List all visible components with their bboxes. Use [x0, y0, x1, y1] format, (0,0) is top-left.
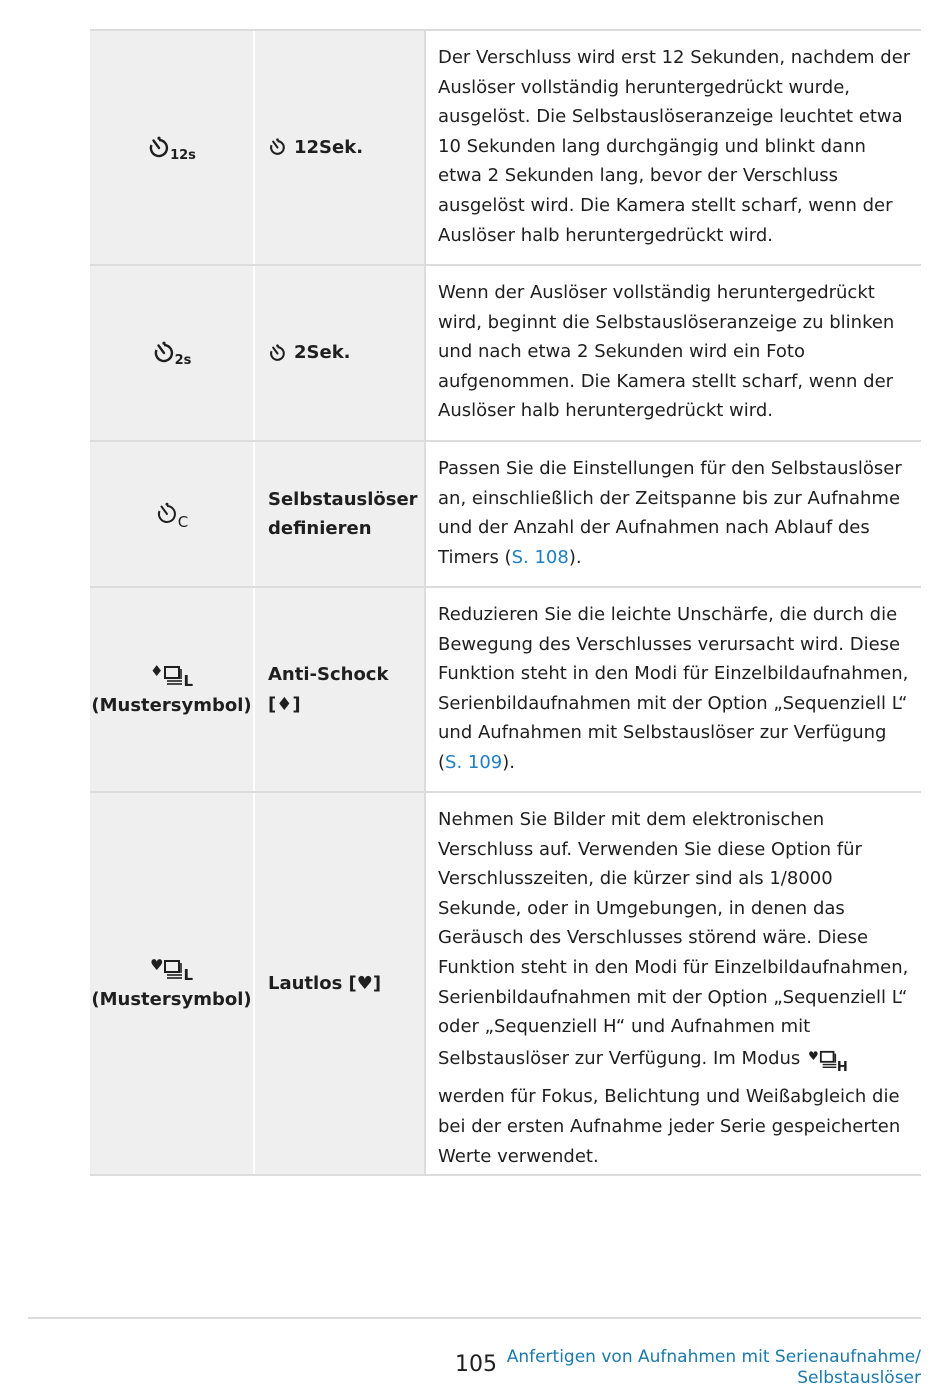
sample-symbol-label: (Mustersymbol): [91, 989, 252, 1010]
self-timer-custom-icon: C: [155, 502, 188, 526]
mode-description: Nehmen Sie Bilder mit dem elektronischen Verschluss auf. Verwenden Sie diese Option für Verschlusszeiten, die kürzer sind als 1/8000 Sekunde, oder in Umgebungen, in denen das Geräusch des Verschlusses störend wäre. Diese Funktion steht in den Modi für Einzelbildaufnahmen, Serienbildaufnahmen mit der Option „Sequenziell L“ oder „Sequenziell H“ und Aufnahmen mit Selbstauslöser zur Verfügung. Im Modus ♥H werden für Fokus, Belichtung und Weißabgleich die bei der ersten Aufnahme jeder Serie gespeicherten Werte verwendet.: [438, 809, 909, 1167]
mode-name-line2: definieren: [268, 518, 372, 539]
page-link-108[interactable]: S. 108: [511, 546, 569, 568]
self-timer-2s-icon: 2s: [152, 341, 192, 365]
self-timer-12s-icon: 12s: [147, 136, 196, 160]
mode-description: Der Verschluss wird erst 12 Sekunden, nachdem der Auslöser vollständig heruntergedrückt wurde, ausgelöst. Die Selbstauslöseranzeige leuchtet etwa 10 Sekunden lang durchgängig und blinkt dann etwa 2 Sekunden lang, bevor der Verschluss ausgelöst wird. Die Kamera stellt scharf, wenn der Auslöser halb heruntergedrückt wird.: [438, 47, 911, 246]
silent-drive-icon: ♥ L: [149, 956, 193, 984]
section-link-line1[interactable]: Anfertigen von Aufnahmen mit Serienaufnahme/: [506, 1347, 921, 1367]
mode-name: 12Sek.: [294, 136, 364, 158]
mode-name-cell: [255, 266, 426, 440]
mode-name-line1: Selbstauslöser: [268, 488, 418, 510]
mode-description: Wenn der Auslöser vollständig heruntergedrückt wird, beginnt die Selbstauslöseranzeige zu blinken und nach etwa 2 Sekunden wird ein Foto aufgenommen. Die Kamera stellt scharf, wenn der Auslöser halb heruntergedrückt wird.: [438, 282, 895, 422]
table-row: [90, 793, 921, 1176]
mode-name: 2Sek.: [294, 342, 351, 364]
mode-description: Reduzieren Sie die leichte Unschärfe, die durch die Bewegung des Verschlusses verursacht wird. Diese Funktion steht in den Modi für Einzelbildaufnahmen, Serienbildaufnahmen mit der Option „Sequenziell L“ und Aufnahmen mit Selbstauslöser zur Verfügung (S. 109).: [438, 604, 909, 773]
self-timer-icon: [268, 344, 287, 363]
section-link[interactable]: [507, 1347, 921, 1389]
mode-icon-cell: [90, 266, 255, 440]
mode-icon-cell: [90, 793, 255, 1174]
footer-divider: [28, 1317, 921, 1319]
mode-description: Passen Sie die Einstellungen für den Selbstauslöser an, einschließlich der Zeitspanne bis zur Aufnahme und der Anzahl der Aufnahmen nach Ablauf des Timers (S. 108).: [438, 458, 902, 568]
silent-sequential-h-icon: ♥H: [808, 1048, 848, 1075]
mode-icon-cell: [90, 31, 255, 264]
page-link-109[interactable]: S. 109: [445, 751, 503, 773]
settings-table: [90, 29, 921, 1176]
table-row: [90, 588, 921, 793]
anti-shock-drive-icon: ♦ L: [149, 662, 193, 690]
mode-name-cell: [255, 442, 426, 586]
mode-icon-cell: [90, 588, 255, 791]
mode-name-cell: [255, 588, 426, 791]
mode-icon-cell: [90, 442, 255, 586]
mode-name-cell: [255, 793, 426, 1174]
table-row: [90, 442, 921, 588]
section-link-line2[interactable]: Selbstauslöser: [797, 1368, 921, 1388]
table-row: [90, 266, 921, 442]
mode-name-cell: [255, 31, 426, 264]
self-timer-icon: [268, 138, 287, 157]
sample-symbol-label: (Mustersymbol): [91, 695, 252, 716]
page-number: 105: [455, 1352, 497, 1377]
table-row: [90, 31, 921, 266]
mode-name: Anti-Schock [♦]: [268, 664, 389, 715]
mode-name: Lautlos [♥]: [268, 972, 382, 994]
